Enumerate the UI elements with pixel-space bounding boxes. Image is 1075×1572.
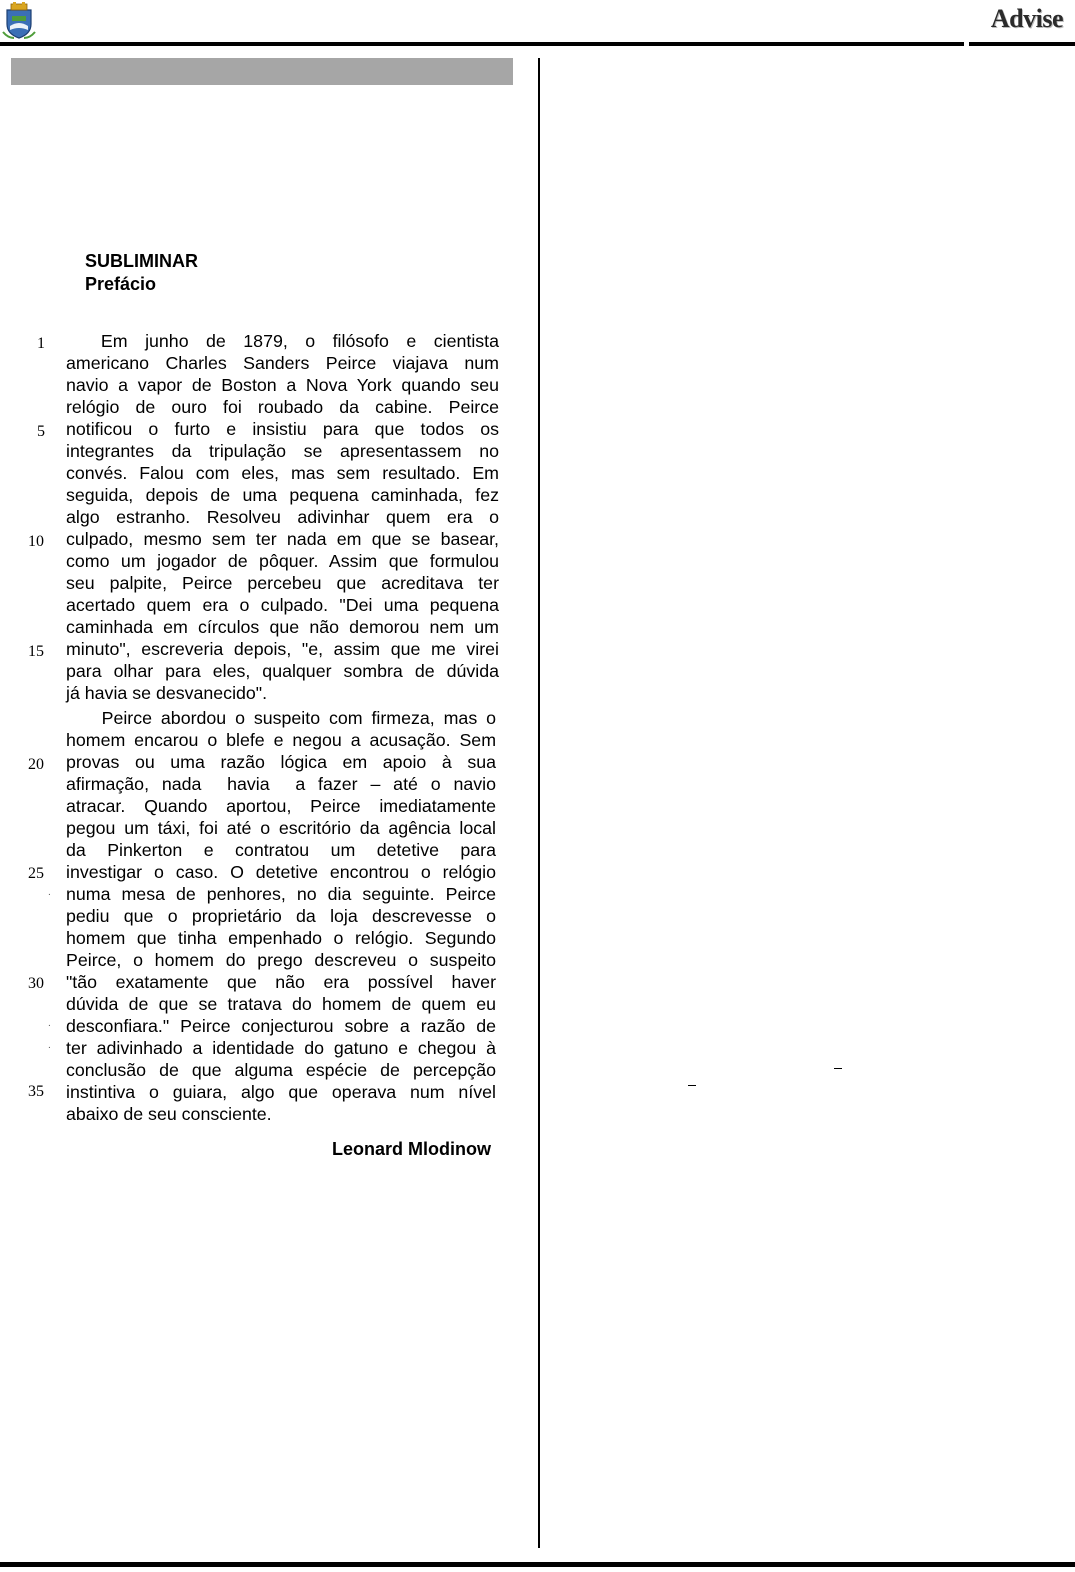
text-line: da Pinkerton e contratou um detetive para	[66, 840, 496, 860]
text-line: desconfiara." Peirce conjecturou sobre a razão de	[66, 1016, 496, 1036]
text-line: notificou o furto e insistiu para que todos os	[66, 419, 499, 439]
text-line: conclusão de que alguma espécie de percepção	[66, 1060, 496, 1080]
text-line: instintiva o guiara, algo que operava num nível	[66, 1082, 496, 1102]
text-line: afirmação, nada havia a fazer – até o navio	[66, 774, 496, 794]
text-line: abaixo de seu consciente.	[66, 1104, 272, 1124]
section-header-bar	[11, 58, 513, 85]
text-line: atracar. Quando aportou, Peirce imediatamente	[66, 796, 496, 816]
text-line: Peirce abordou o suspeito com firmeza, mas o	[66, 708, 496, 728]
text-line: americano Charles Sanders Peirce viajava num	[66, 353, 499, 373]
text-line: relógio de ouro foi roubado da cabine. Peirce	[66, 397, 499, 417]
text-line: numa mesa de penhores, no dia seguinte. Peirce	[66, 884, 496, 904]
text-line: como um jogador de pôquer. Assim que formulou	[66, 551, 499, 571]
line-number: 5	[37, 423, 45, 440]
text-line: pegou um táxi, foi até o escritório da agência local	[66, 818, 496, 838]
text-line: investigar o caso. O detetive encontrou o relógio	[66, 862, 496, 882]
text-line: navio a vapor de Boston a Nova York quando seu	[66, 375, 499, 395]
line-number: 10	[28, 533, 44, 550]
text-line: "tão exatamente que não era possível haver	[66, 972, 496, 992]
header-rule	[0, 42, 1075, 46]
municipal-crest-icon	[2, 2, 36, 40]
text-line: integrantes da tripulação se apresentassem no	[66, 441, 499, 461]
text-line: Em junho de 1879, o filósofo e cientista	[66, 331, 499, 351]
text-line: algo estranho. Resolveu adivinhar quem era o	[66, 507, 499, 527]
text-line: caminhada em círculos que não demorou nem um	[66, 617, 499, 637]
text-line: já havia se desvanecido".	[66, 683, 268, 703]
text-line: provas ou uma razão lógica em apoio à sua	[66, 752, 496, 772]
text-line: dúvida de que se tratava do homem de quem eu	[66, 994, 496, 1014]
article-subtitle: Prefácio	[85, 274, 157, 294]
brand-logo: Advise	[990, 4, 1063, 33]
text-line: seguida, depois de uma pequena caminhada, fez	[66, 485, 499, 505]
text-line: seu palpite, Peirce percebeu que acreditava ter	[66, 573, 499, 593]
text-line: pediu que o proprietário da loja descrevesse o	[66, 906, 496, 926]
column-divider	[538, 58, 540, 1548]
line-number: 1	[37, 335, 45, 352]
line-number: 20	[28, 756, 44, 773]
line-number: 15	[28, 643, 44, 660]
paragraph-1	[66, 330, 499, 704]
text-line: ter adivinhado a identidade do gatuno e chegou à	[66, 1038, 496, 1058]
text-line: minuto", escreveria depois, "e, assim que me virei	[66, 639, 499, 659]
paragraph-2	[66, 707, 496, 1125]
text-line: culpado, mesmo sem ter nada em que se basear,	[66, 529, 499, 549]
line-number: 30	[28, 975, 44, 992]
article-title: SUBLIMINAR	[85, 251, 198, 271]
stray-mark	[688, 1085, 696, 1086]
footer-rule	[0, 1562, 1075, 1567]
text-line: Peirce, o homem do prego descreveu o suspeito	[66, 950, 496, 970]
text-line: homem encarou o blefe e negou a acusação. Sem	[66, 730, 496, 750]
text-line: homem que tinha empenhado o relógio. Segundo	[66, 928, 496, 948]
article-author: Leonard Mlodinow	[332, 1139, 491, 1159]
article-heading	[85, 250, 198, 296]
line-number: 25	[28, 865, 44, 882]
text-line: para olhar para eles, qualquer sombra de dúvida	[66, 661, 499, 681]
text-line: convés. Falou com eles, mas sem resultado. Em	[66, 463, 499, 483]
line-number: 35	[28, 1083, 44, 1100]
text-line: acertado quem era o culpado. "Dei uma pequena	[66, 595, 499, 615]
stray-mark	[834, 1068, 842, 1069]
